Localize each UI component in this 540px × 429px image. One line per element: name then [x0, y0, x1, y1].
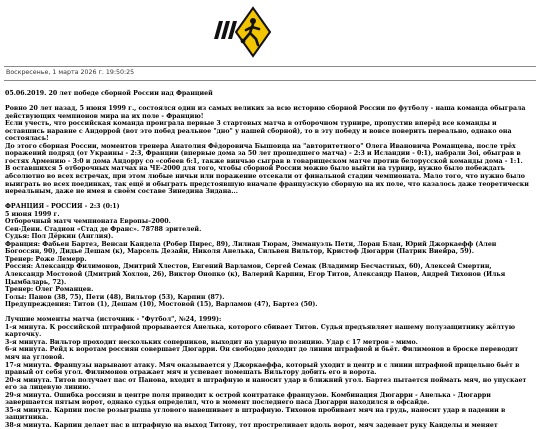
article-paragraph: Если учесть, что российская команда проиграла первые 3 стартовых матча в отборочном турнире, пропустив вперёд все команды и оставшись наравне с Андоррой (вот это побед реальное "дно" у нашей сборной), то в эту победу и вовсе поверить переально, однако она состоялась!	[5, 120, 512, 143]
moment-item: 6-я минута. Рейд к воротам россиян совершает Дюгарри. Он свободно доходит до линии штрафной и бьёт. Филимонов в броске переводит мяч на угловой.	[5, 346, 519, 361]
current-date: Воскресенье, 1 марта 2026 г. 19:50:25	[6, 69, 135, 76]
match-header: ФРАНЦИЯ - РОССИЯ - 2:3 (0:1)	[5, 203, 120, 211]
match-date: 5 июня 1999 г.	[5, 210, 60, 218]
article-paragraph: В оставшихся 5 отборочных матчах на ЧЕ-2000 для того, чтобы сборной России можно было выйти на турнир, нужно было побеждать абсолютно во всех встречах, при этом любые ничьи или поражение отсекали от финальной стадии чемпионата. Мало того, что нужно было выиграть во всех поединках, так ещё и обыграть предстоявшую вначале французскую сборную на их поле, что казалось даже теоретически нереальным, даже не имея в своём составе Зинедина Зидана...	[5, 165, 529, 196]
match-cards: Предупреждения: Титов (1), Дешам (10), Мостовой (15), Варламов (47), Бартез (50).	[5, 301, 318, 309]
moment-item: 29-я минута. Ошибка россиян в центре поля приводит к острой контратаке французов. Комбинация Дюгарри - Анелька - Дюгарри завершается пятым ворот, однако судья определил, что в момент последнего паса Дюгарри находился в офсайде.	[5, 391, 491, 407]
moments-heading: Лучшие моменты матча (источник - "Футбол", №24, 1999):	[5, 316, 222, 324]
spacer	[5, 196, 532, 204]
moment-item: 38-я минута. Карпин делает пас в штрафную на выход Титову, тот простреливает вдоль ворот, мяч задевает руку Канделы и меняет	[5, 421, 498, 429]
spacer	[5, 98, 532, 106]
lineup-russia: Россия: Александр Филимонов, Дмитрий Хлестов, Евгений Варламов, Сергей Семак (Владимир Бесчастных, 60), Алексей Смертин, Александр Мостовой (Дмитрий Хохлов, 26), Виктор Онопко (к), Валерий Карпин, Егор Титов, Александр Панов, Андрей Тихонов (Илья Цымбаларь, 72).	[5, 263, 506, 286]
article-title: 05.06.2019. 20 лет победе сборной России над Францией	[5, 90, 213, 97]
match-tournament: Отборочный матч чемпионата Европы–2000.	[5, 218, 171, 226]
article-paragraph: Ровно 20 лет назад, 5 июня 1999 г., состоялся один из самых великих за всю историю сборной России по футболу - наша команда обыграла действующих чемпионов мира на их поле - Францию!	[5, 105, 526, 120]
moment-item: 20-я минута. Титов получает пас от Панова, входит в штрафную и наносит удар в ближний угол. Бартез пытается поймать мяч, но упускает его за лицевую линию.	[5, 376, 527, 392]
match-venue: Сен-Дени. Стадион «Стад де Франс». 78788 зрителей.	[5, 225, 202, 233]
article-paragraph: До этого сборная России, моментов тренера Анатолия Фёдоровича Бышовца на "авторитетного" Олега Ивановича Романцева, после трёх поражений подряд (от Украины - 2:3, Франции (впервые дома за 50 лет прошедшего матча) - 2:3 и Исландии - 0:1), набрали 3оі, обыграв в гостях Армению - 3:0 и дома Андорру со «собеев 6:1, также винчью сыграв в товарищеском матче против белорусской команды дома - 1:1.	[5, 142, 523, 165]
header	[0, 0, 540, 66]
moment-item: 1-я минута. К российской штрафной прорывается Анелька, которого сбивает Титов. Судья предъявляет нашему полузащитнику жёлтую карточку.	[5, 323, 516, 339]
date-divider	[4, 80, 536, 81]
soccer-player-logo-icon[interactable]	[213, 6, 271, 58]
lineup-france: Франция: Фабьен Бартез, Венсан Кандела (Робер Пирес, 89), Лилиан Тюрам, Эммануэль Пети, Лоран Блан, Юрий Джоркаефф (Ален Богоссян, 90), Дидье Дешам (к), Марсель Дезайи, Николя Анелька, Сильвен Вильтор, Кристоф Дюгарри (Патрик Виейра, 59).	[5, 240, 497, 256]
match-referee: Судья: Пол Дёркин (Англия).	[5, 233, 114, 241]
moment-item: 35-я минута. Карпин после розыгрыша углового навешивает в штрафную. Тихонов пробивает мяч на грудь, наносит удар в падении в защитника.	[5, 406, 506, 422]
coach-russia: Тренер: Олег Романцев.	[5, 286, 94, 294]
match-goals: Голы: Панов (38, 75), Пети (48), Вильтор (53), Карпин (87).	[5, 293, 225, 301]
moment-item: 17-я минута. Французы нарывают атаку. Мяч оказывается у Джоркаеффа, который уходит в центр и с линии штрафной прицельно бьёт в правый от себя угол. Филимонов отражает мяч и успевает помешать Вильтору добить его в ворота.	[5, 361, 520, 377]
moment-item: 3-я минута. Вильтор проходит нескольких соперников, выходит на ударную позицию. Удар с 17 метров - мимо.	[5, 338, 418, 346]
header-divider	[4, 66, 536, 67]
coach-france: Тренер: Роже Лемерр.	[5, 255, 87, 263]
spacer	[5, 309, 532, 317]
article	[5, 90, 532, 429]
